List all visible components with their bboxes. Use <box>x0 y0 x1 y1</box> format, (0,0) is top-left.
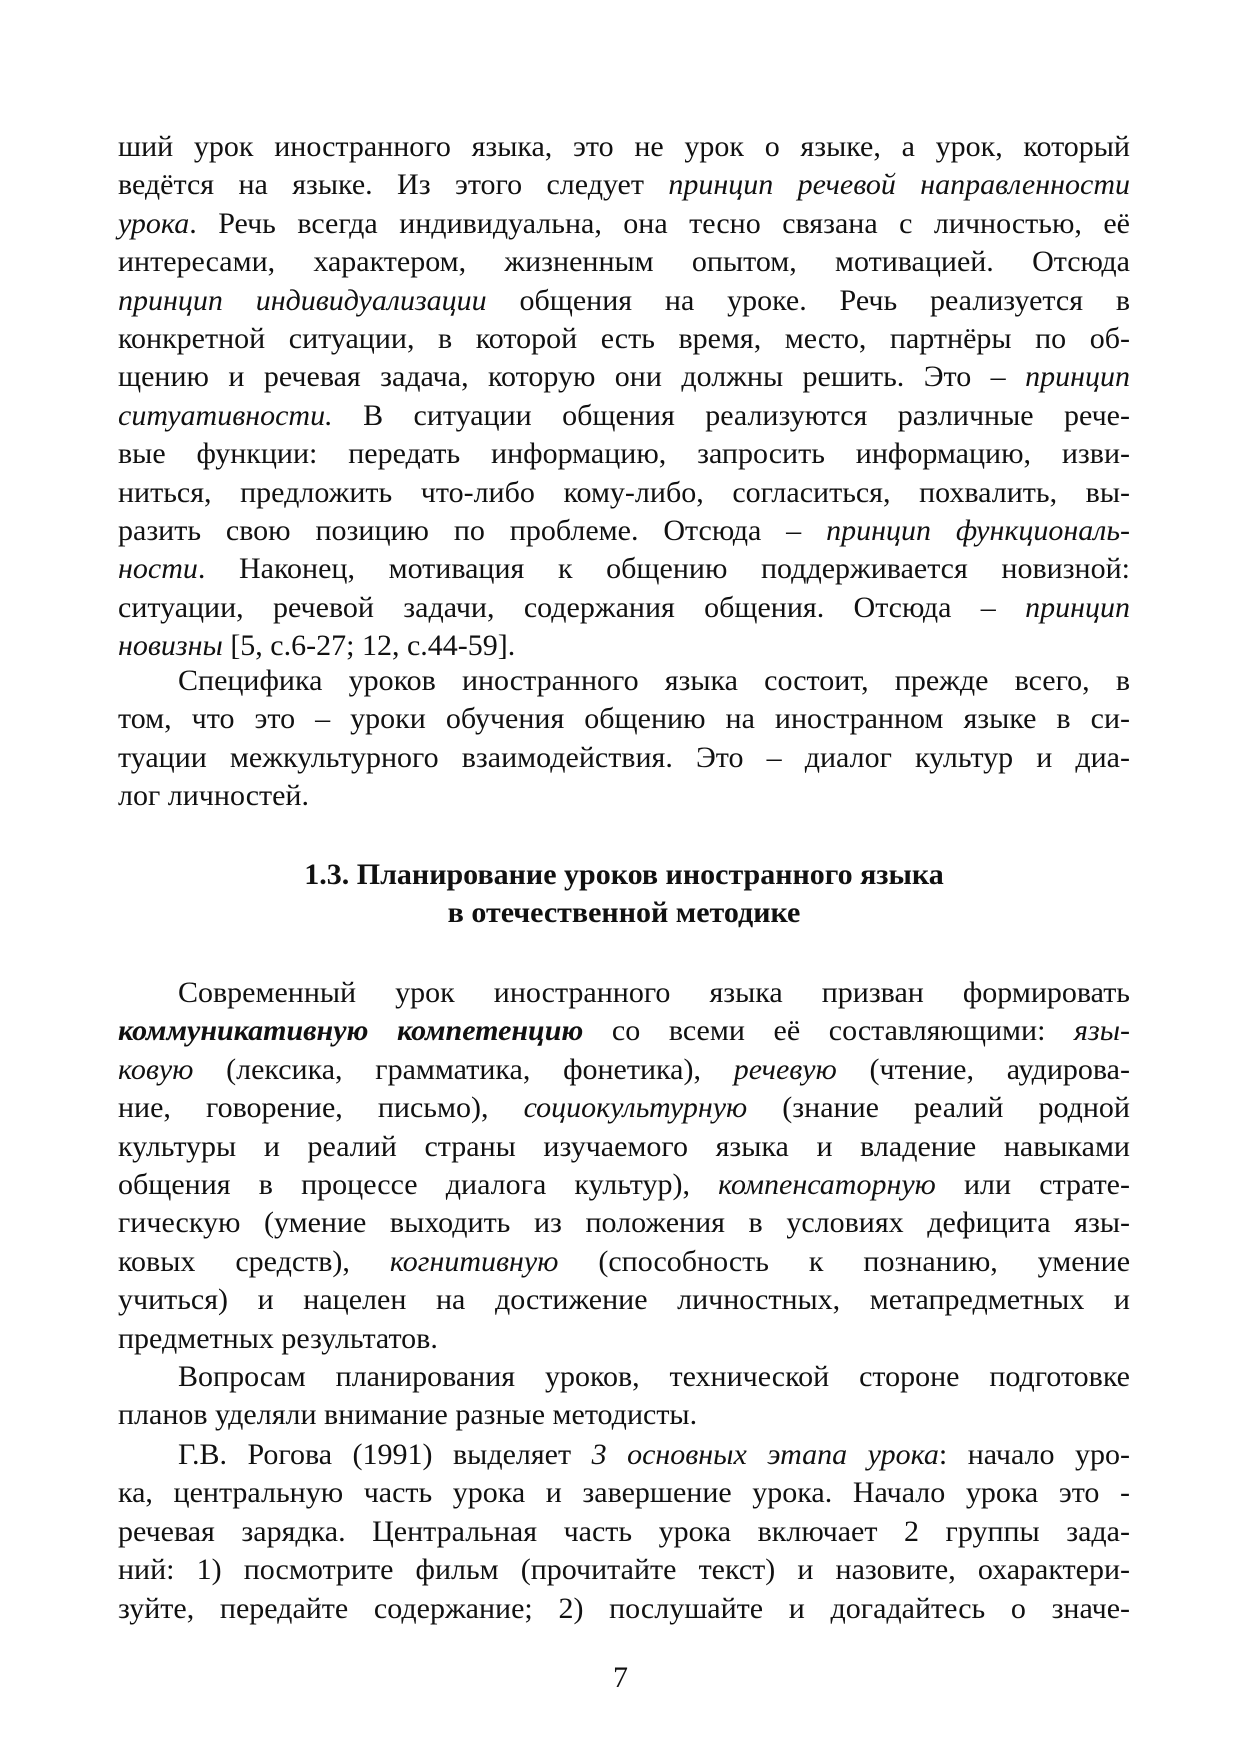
text-line <box>118 512 1130 550</box>
text-line <box>118 1474 1130 1512</box>
text-run: туации межкультурного взаимодействия. Это – диалог культур и диа- <box>118 740 1130 774</box>
italic-term: урока <box>118 206 190 240</box>
text-line <box>118 974 1130 1012</box>
text-run: ведётся на языке. Из этого следует <box>118 168 669 202</box>
text-line <box>118 1051 1130 1089</box>
text-run: Современный урок иностранного языка призван формировать <box>178 976 1130 1009</box>
text-line <box>118 589 1130 627</box>
text-run: : начало уро- <box>938 1438 1130 1471</box>
text-line <box>118 1012 1130 1050</box>
italic-term: ситуативности. <box>118 398 333 432</box>
text-line <box>118 358 1130 396</box>
text-run: . Речь всегда индивидуальна, она тесно связана с личностью, её <box>189 206 1130 240</box>
text-line <box>118 1551 1130 1589</box>
heading-line <box>118 856 1130 894</box>
text-run: ший урок иностранного языка, это не урок о языке, а урок, который <box>118 130 1130 163</box>
italic-term: принцип индивидуализации <box>118 283 487 317</box>
text-line <box>118 662 1130 700</box>
italic-term: компенсаторную <box>718 1167 936 1201</box>
text-line <box>118 1590 1130 1628</box>
text-line <box>118 1396 1130 1434</box>
text-run: разить свою позицию по проблеме. Отсюда – <box>118 513 827 547</box>
text-run: со всеми её составляющими: <box>583 1014 1075 1048</box>
text-line <box>118 243 1130 281</box>
text-line <box>118 397 1130 435</box>
paragraph-rogova <box>118 1436 1130 1628</box>
text-run: 1.3. Планирование уроков иностранного языка <box>304 858 944 891</box>
text-line <box>118 1358 1130 1396</box>
text-run: планов уделяли внимание разные методисты. <box>118 1398 698 1432</box>
text-line <box>118 1513 1130 1551</box>
text-run: гическую (умение выходить из положения в условиях дефицита язы- <box>118 1206 1130 1240</box>
text-run: общения в процессе диалога культур), <box>118 1167 719 1201</box>
text-run: (способность к познанию, умение <box>558 1244 1131 1278</box>
text-line <box>118 1089 1130 1127</box>
text-run: (чтение, аудирова- <box>836 1052 1130 1086</box>
text-run: (лексика, грамматика, фонетика), <box>193 1052 734 1086</box>
text-line <box>118 1204 1130 1242</box>
text-line <box>118 700 1130 738</box>
text-run: ка, центральную часть урока и завершение урока. Начало урока это - <box>118 1476 1130 1510</box>
text-line <box>118 320 1130 358</box>
italic-term: ковую <box>118 1052 194 1086</box>
text-run: зуйте, передайте содержание; 2) послушайте и догадайтесь о значе- <box>118 1591 1130 1625</box>
text-run: ситуации, речевой задачи, содержания общения. Отсюда – <box>118 590 1026 624</box>
text-run: В ситуации общения реализуются различные рече- <box>332 398 1130 432</box>
text-run: или страте- <box>935 1167 1130 1201</box>
text-line <box>118 282 1130 320</box>
paragraph-principles <box>118 128 1130 665</box>
text-run: ниться, предложить что-либо кому-либо, согласиться, похвалить, вы- <box>118 475 1130 509</box>
text-run: лог личностей. <box>118 779 309 813</box>
text-line <box>118 128 1130 166</box>
text-line <box>118 1243 1130 1281</box>
text-run: ковых средств), <box>118 1244 390 1278</box>
text-line <box>118 1436 1130 1474</box>
italic-term: ности <box>118 552 198 586</box>
text-run: предметных результатов. <box>118 1321 438 1355</box>
text-line <box>118 166 1130 204</box>
page-number: 7 <box>613 1661 628 1694</box>
text-run: . Наконец, мотивация к общению поддерживается новизной: <box>197 552 1130 586</box>
text-line <box>118 435 1130 473</box>
text-run: конкретной ситуации, в которой есть время, место, партнёры по об- <box>118 321 1130 355</box>
paragraph-competence <box>118 974 1130 1358</box>
text-line <box>118 550 1130 588</box>
paragraph-planning <box>118 1358 1130 1435</box>
text-line <box>118 777 1130 815</box>
text-run: [5, с.6-27; 12, с.44-59]. <box>222 629 516 663</box>
text-line <box>118 205 1130 243</box>
italic-term: новизны <box>118 629 223 663</box>
text-line <box>118 1320 1130 1358</box>
text-run: учиться) и нацелен на достижение личностных, метапредметных и <box>118 1283 1130 1317</box>
text-run: вые функции: передать информацию, запросить информацию, изви- <box>118 437 1130 471</box>
text-line <box>118 474 1130 512</box>
text-run: том, что это – уроки обучения общению на иностранном языке в си- <box>118 702 1130 736</box>
text-run: (знание реалий родной <box>747 1091 1130 1125</box>
text-run: Г.В. Рогова (1991) выделяет <box>178 1438 592 1471</box>
text-line <box>118 627 1130 665</box>
bold-italic-term: коммуникативную компетенцию <box>118 1014 584 1048</box>
italic-term: принцип <box>1025 360 1130 394</box>
text-line <box>118 739 1130 777</box>
text-run: Специфика уроков иностранного языка состоит, прежде всего, в <box>178 664 1130 697</box>
text-line <box>118 1166 1130 1204</box>
text-run: общения на уроке. Речь реализуется в <box>486 283 1130 317</box>
paragraph-specifics <box>118 662 1130 816</box>
italic-term: социокультурную <box>523 1091 748 1125</box>
text-run: культуры и реалий страны изучаемого языка и владение навыками <box>118 1129 1130 1163</box>
text-run: в отечественной методике <box>447 896 801 930</box>
italic-term: принцип речевой направленности <box>668 168 1130 202</box>
text-run: речевая зарядка. Центральная часть урока включает 2 группы зада- <box>118 1514 1130 1548</box>
italic-term: 3 основных этапа урока <box>591 1438 939 1471</box>
italic-term: принцип <box>1025 590 1130 624</box>
text-run: ние, говорение, письмо), <box>118 1091 524 1125</box>
text-line <box>118 1281 1130 1319</box>
section-heading <box>118 856 1130 933</box>
text-run: Вопросам планирования уроков, технической стороне подготовке <box>178 1360 1130 1393</box>
heading-line <box>118 894 1130 932</box>
italic-term: речевую <box>733 1052 837 1086</box>
italic-term: когнитивную <box>389 1244 559 1278</box>
text-line <box>118 1128 1130 1166</box>
text-run: ний: 1) посмотрите фильм (прочитайте текст) и назовите, охарактери- <box>118 1553 1130 1587</box>
text-run: щению и речевая задача, которую они должны решить. Это – <box>118 360 1026 394</box>
text-run: интересами, характером, жизненным опытом, мотивацией. Отсюда <box>118 245 1130 279</box>
italic-term: принцип функциональ- <box>826 513 1130 547</box>
italic-term: язы- <box>1074 1014 1131 1048</box>
